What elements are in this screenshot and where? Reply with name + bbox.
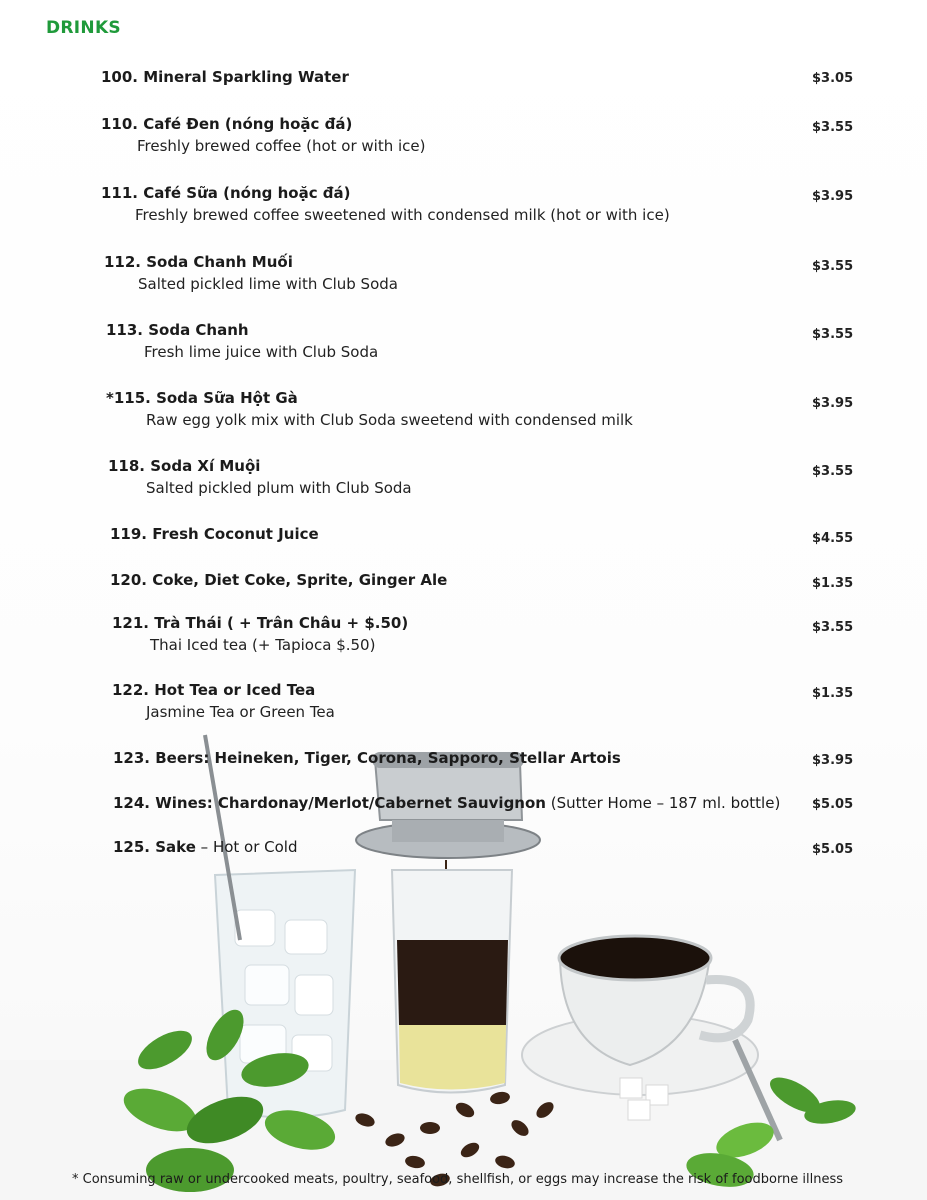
item-price: $3.55 bbox=[812, 259, 854, 274]
item-name-main: 124. Wines: Chardonay/Merlot/Cabernet Sauvignon bbox=[113, 794, 546, 812]
item-name bbox=[113, 793, 780, 813]
item-description: Freshly brewed coffee sweetened with condensed milk (hot or with ice) bbox=[135, 206, 670, 224]
menu-item bbox=[108, 456, 412, 498]
menu-item bbox=[101, 114, 425, 156]
item-name: 112. Soda Chanh Muối bbox=[104, 253, 293, 271]
menu-item bbox=[112, 680, 335, 722]
section-title: DRINKS bbox=[46, 18, 121, 38]
menu-item bbox=[104, 252, 398, 294]
item-price: $1.35 bbox=[812, 686, 854, 701]
item-name: 119. Fresh Coconut Juice bbox=[110, 525, 319, 543]
item-price: $3.55 bbox=[812, 464, 854, 479]
item-description: Jasmine Tea or Green Tea bbox=[146, 703, 335, 721]
item-description: Freshly brewed coffee (hot or with ice) bbox=[137, 137, 426, 155]
item-price: $4.55 bbox=[812, 531, 854, 546]
item-price: $3.55 bbox=[812, 120, 854, 135]
item-name: *115. Soda Sữa Hột Gà bbox=[106, 389, 298, 407]
menu-item bbox=[113, 793, 780, 813]
item-description: Salted pickled plum with Club Soda bbox=[146, 479, 412, 497]
menu-item bbox=[113, 748, 621, 768]
menu-item bbox=[113, 837, 298, 857]
food-safety-note: * Consuming raw or undercooked meats, poultry, seafood, shellfish, or eggs may increase the risk of foodborne illness bbox=[72, 1172, 844, 1187]
item-name: 120. Coke, Diet Coke, Sprite, Ginger Ale bbox=[110, 571, 448, 589]
item-name: 100. Mineral Sparkling Water bbox=[101, 68, 349, 86]
item-price: $3.55 bbox=[812, 620, 854, 635]
menu-item bbox=[110, 524, 319, 544]
item-price: $3.05 bbox=[812, 71, 854, 86]
item-price: $1.35 bbox=[812, 576, 854, 591]
item-price: $5.05 bbox=[812, 842, 854, 857]
menu-item bbox=[106, 320, 378, 362]
menu-item bbox=[110, 570, 447, 590]
item-price: $3.95 bbox=[812, 189, 854, 204]
item-description: Thai Iced tea (+ Tapioca $.50) bbox=[150, 636, 376, 654]
menu-item bbox=[106, 388, 633, 430]
menu-item bbox=[101, 67, 349, 87]
item-name: 118. Soda Xí Muội bbox=[108, 457, 261, 475]
item-price: $3.55 bbox=[812, 327, 854, 342]
item-name: 121. Trà Thái ( + Trân Châu + $.50) bbox=[112, 614, 409, 632]
menu-item bbox=[112, 613, 408, 655]
item-name-suffix: – Hot or Cold bbox=[195, 838, 298, 856]
item-name: 122. Hot Tea or Iced Tea bbox=[112, 681, 316, 699]
item-price: $3.95 bbox=[812, 396, 854, 411]
item-name: 123. Beers: Heineken, Tiger, Corona, Sapporo, Stellar Artois bbox=[113, 749, 621, 767]
item-name: 110. Café Đen (nóng hoặc đá) bbox=[101, 115, 353, 133]
item-price: $5.05 bbox=[812, 797, 854, 812]
item-name: 113. Soda Chanh bbox=[106, 321, 249, 339]
item-name: 111. Café Sữa (nóng hoặc đá) bbox=[101, 184, 351, 202]
menu-item bbox=[101, 183, 670, 225]
item-name-suffix: (Sutter Home – 187 ml. bottle) bbox=[545, 794, 781, 812]
item-description: Fresh lime juice with Club Soda bbox=[144, 343, 379, 361]
item-name bbox=[113, 837, 298, 857]
item-name-main: 125. Sake bbox=[113, 838, 196, 856]
item-price: $3.95 bbox=[812, 753, 854, 768]
item-description: Salted pickled lime with Club Soda bbox=[138, 275, 398, 293]
item-description: Raw egg yolk mix with Club Soda sweetend with condensed milk bbox=[146, 411, 633, 429]
